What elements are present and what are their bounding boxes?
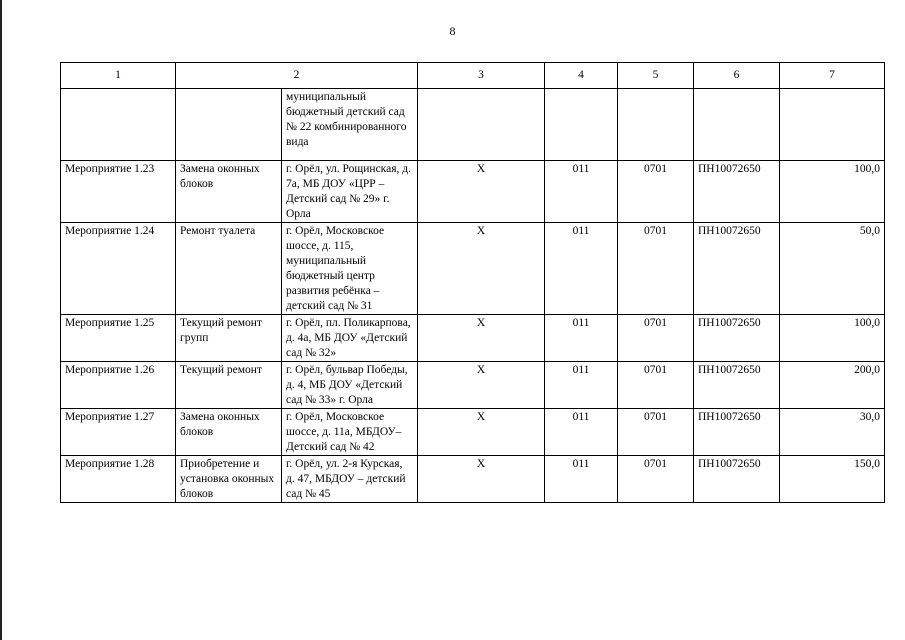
column-5-cell: 0701 (618, 362, 694, 409)
event-cell: Мероприятие 1.24 (61, 223, 176, 315)
column-6-cell: ПН10072650 (694, 409, 780, 456)
column-5-cell: 0701 (618, 223, 694, 315)
event-cell: Мероприятие 1.23 (61, 161, 176, 223)
column-6-cell: ПН10072650 (694, 315, 780, 362)
work-cell: Замена оконных блоков (176, 409, 282, 456)
column-5-cell (618, 89, 694, 161)
column-header-6: 6 (694, 63, 780, 89)
column-3-cell: Х (418, 315, 545, 362)
column-header-3: 3 (418, 63, 545, 89)
table-row (61, 161, 885, 223)
table-header-row (61, 63, 885, 89)
table-row (61, 456, 885, 503)
page-number: 8 (449, 24, 456, 38)
work-cell: Ремонт туалета (176, 223, 282, 315)
work-cell: Текущий ремонт групп (176, 315, 282, 362)
column-4-cell: 011 (545, 362, 618, 409)
table-row (61, 362, 885, 409)
column-3-cell: Х (418, 409, 545, 456)
page-left-edge-rule (0, 0, 2, 640)
work-cell (176, 89, 282, 161)
column-5-cell: 0701 (618, 456, 694, 503)
address-cell: г. Орёл, пл. Поликарпова, д. 4а, МБ ДОУ «Детский сад № 32» (282, 315, 418, 362)
table-row-continuation (61, 89, 885, 161)
column-5-cell: 0701 (618, 161, 694, 223)
event-cell: Мероприятие 1.28 (61, 456, 176, 503)
work-cell: Замена оконных блоков (176, 161, 282, 223)
column-header-1: 1 (61, 63, 176, 89)
column-7-cell: 100,0 (780, 161, 885, 223)
column-7-cell: 200,0 (780, 362, 885, 409)
column-7-cell: 30,0 (780, 409, 885, 456)
column-4-cell: 011 (545, 161, 618, 223)
column-6-cell: ПН10072650 (694, 223, 780, 315)
event-cell: Мероприятие 1.26 (61, 362, 176, 409)
event-cell: Мероприятие 1.27 (61, 409, 176, 456)
column-4-cell: 011 (545, 223, 618, 315)
table-row (61, 409, 885, 456)
event-cell (61, 89, 176, 161)
column-4-cell (545, 89, 618, 161)
column-7-cell: 50,0 (780, 223, 885, 315)
column-3-cell: Х (418, 223, 545, 315)
column-4-cell: 011 (545, 456, 618, 503)
address-cell: г. Орёл, ул. Рощинская, д. 7а, МБ ДОУ «ЦРР – Детский сад № 29» г. Орла (282, 161, 418, 223)
work-cell: Приобретение и установка оконных блоков (176, 456, 282, 503)
column-6-cell: ПН10072650 (694, 161, 780, 223)
address-cell: г. Орёл, ул. 2-я Курская, д. 47, МБДОУ – детский сад № 45 (282, 456, 418, 503)
address-cell: г. Орёл, Московское шоссе, д. 115, муниципальный бюджетный центр развития ребёнка – детский сад № 31 (282, 223, 418, 315)
column-6-cell: ПН10072650 (694, 456, 780, 503)
column-header-2: 2 (176, 63, 418, 89)
work-cell: Текущий ремонт (176, 362, 282, 409)
table-row (61, 223, 885, 315)
column-7-cell (780, 89, 885, 161)
column-5-cell: 0701 (618, 409, 694, 456)
event-cell: Мероприятие 1.25 (61, 315, 176, 362)
column-5-cell: 0701 (618, 315, 694, 362)
address-cell: г. Орёл, бульвар Победы, д. 4, МБ ДОУ «Детский сад № 33» г. Орла (282, 362, 418, 409)
column-3-cell (418, 89, 545, 161)
column-header-4: 4 (545, 63, 618, 89)
column-4-cell: 011 (545, 409, 618, 456)
column-6-cell: ПН10072650 (694, 362, 780, 409)
address-cell: г. Орёл, Московское шоссе, д. 11а, МБДОУ– Детский сад № 42 (282, 409, 418, 456)
column-3-cell: Х (418, 161, 545, 223)
column-3-cell: Х (418, 456, 545, 503)
column-7-cell: 100,0 (780, 315, 885, 362)
budget-measures-table (60, 62, 885, 503)
column-6-cell (694, 89, 780, 161)
column-7-cell: 150,0 (780, 456, 885, 503)
column-4-cell: 011 (545, 315, 618, 362)
column-3-cell: Х (418, 362, 545, 409)
column-header-5: 5 (618, 63, 694, 89)
table-row (61, 315, 885, 362)
column-header-7: 7 (780, 63, 885, 89)
address-cell: муниципальный бюджетный детский сад № 22 комбинированного вида (282, 89, 418, 161)
